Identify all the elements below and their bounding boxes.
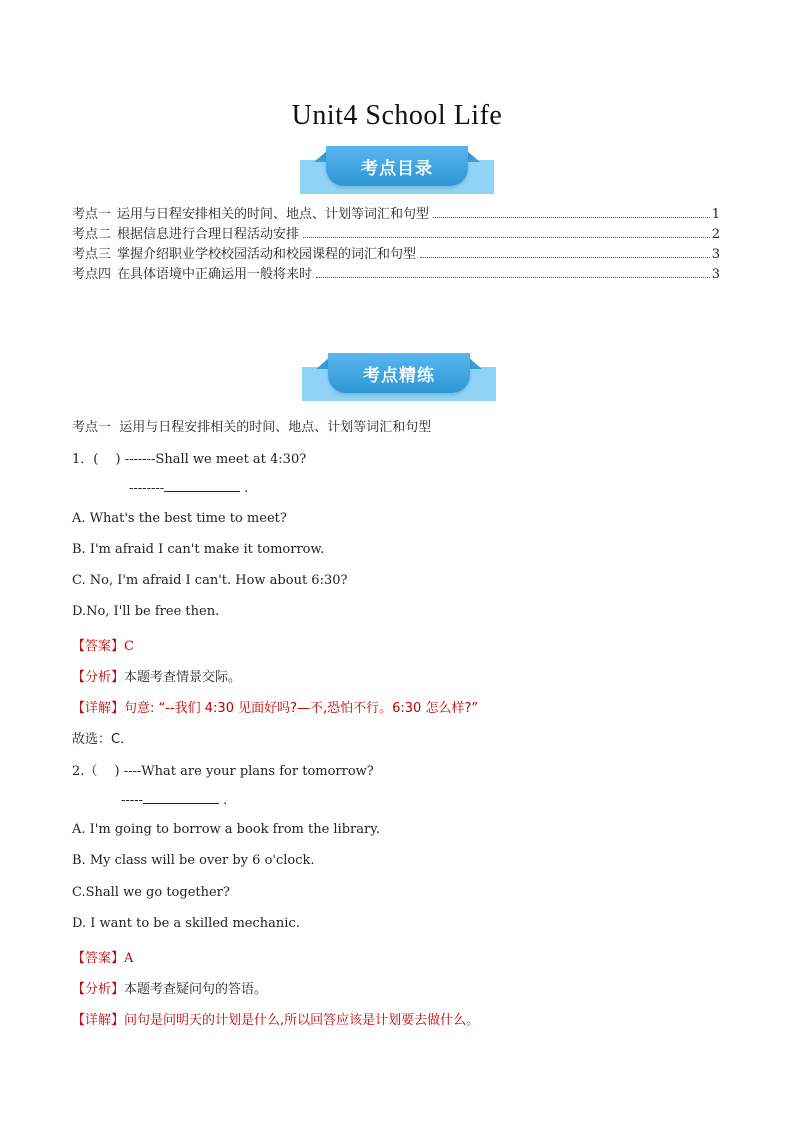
option-b[interactable]: B. I'm afraid I can't make it tomorrow. bbox=[72, 542, 325, 557]
toc-code: 考点二 bbox=[72, 227, 112, 242]
answer-tag: 【答案】 bbox=[72, 951, 125, 966]
section-heading bbox=[72, 416, 431, 435]
analysis-text: 本题考查疑问句的答语。 bbox=[124, 982, 268, 997]
answer-line bbox=[72, 947, 133, 966]
toc-code: 考点一 bbox=[72, 207, 112, 222]
toc-banner bbox=[300, 146, 494, 194]
table-of-contents bbox=[72, 203, 720, 283]
question-1-reply bbox=[129, 479, 248, 496]
toc-entry[interactable] bbox=[72, 263, 720, 283]
option-d[interactable]: D.No, I'll be free then. bbox=[72, 604, 220, 619]
toc-leader bbox=[316, 277, 710, 278]
answer-line bbox=[72, 635, 134, 654]
toc-page: 3 bbox=[711, 267, 720, 282]
question-2-stem: 2.（ ) ----What are your plans for tomorrow? bbox=[72, 764, 374, 779]
toc-text: 掌握介绍职业学校校园活动和校园课程的词汇和句型 bbox=[117, 247, 417, 262]
toc-banner-label: 考点目录 bbox=[326, 146, 468, 186]
toc-text: 在具体语境中正确运用一般将来时 bbox=[117, 267, 313, 282]
detail-text: 问句是问明天的计划是什么,所以回答应该是计划要去做什么。 bbox=[124, 1013, 480, 1028]
option-d[interactable]: D. I want to be a skilled mechanic. bbox=[72, 916, 300, 931]
focus-banner-label: 考点精练 bbox=[328, 353, 470, 393]
toc-leader bbox=[433, 217, 710, 218]
detail-text: 句意: “--我们 4:30 见面好吗?—不,恐怕不行。6:30 怎么样?” bbox=[124, 701, 479, 716]
toc-page: 1 bbox=[711, 207, 720, 222]
analysis-line bbox=[72, 978, 267, 997]
question-2-reply bbox=[121, 791, 227, 808]
toc-entry[interactable] bbox=[72, 223, 720, 243]
reply-suffix: . bbox=[223, 793, 228, 808]
reply-prefix: -------- bbox=[129, 481, 165, 496]
detail-tag: 【详解】 bbox=[72, 1013, 125, 1028]
toc-text: 运用与日程安排相关的时间、地点、计划等词汇和句型 bbox=[117, 207, 430, 222]
section-text: 运用与日程安排相关的时间、地点、计划等词汇和句型 bbox=[119, 420, 432, 435]
analysis-tag: 【分析】 bbox=[72, 982, 125, 997]
analysis-text: 本题考查情景交际。 bbox=[124, 670, 242, 685]
option-a[interactable]: A. I'm going to borrow a book from the library. bbox=[72, 822, 380, 837]
toc-code: 考点四 bbox=[72, 267, 112, 282]
option-c[interactable]: C. No, I'm afraid I can't. How about 6:30? bbox=[72, 573, 348, 588]
answer-tag: 【答案】 bbox=[72, 639, 125, 654]
focus-banner bbox=[302, 353, 496, 401]
toc-page: 3 bbox=[711, 247, 720, 262]
analysis-tag: 【分析】 bbox=[72, 670, 125, 685]
option-a[interactable]: A. What's the best time to meet? bbox=[72, 511, 287, 526]
detail-line bbox=[72, 697, 478, 716]
choice-line: 故选：C． bbox=[72, 732, 134, 747]
section-code: 考点一 bbox=[72, 420, 112, 435]
answer-blank[interactable] bbox=[164, 479, 240, 492]
answer-value: A bbox=[124, 951, 134, 966]
reply-prefix: ----- bbox=[121, 793, 143, 808]
detail-tag: 【详解】 bbox=[72, 701, 125, 716]
toc-leader bbox=[303, 237, 710, 238]
answer-value: C bbox=[124, 639, 134, 654]
reply-suffix: . bbox=[244, 481, 249, 496]
detail-line bbox=[72, 1009, 479, 1028]
document-title: Unit4 School Life bbox=[291, 100, 503, 131]
question-1-stem: 1．( ) -------Shall we meet at 4:30? bbox=[72, 452, 307, 467]
option-b[interactable]: B. My class will be over by 6 o'clock. bbox=[72, 853, 315, 868]
toc-leader bbox=[420, 257, 710, 258]
toc-entry[interactable] bbox=[72, 243, 720, 263]
toc-page: 2 bbox=[711, 227, 720, 242]
toc-code: 考点三 bbox=[72, 247, 112, 262]
analysis-line bbox=[72, 666, 241, 685]
toc-text: 根据信息进行合理日程活动安排 bbox=[117, 227, 300, 242]
toc-entry[interactable] bbox=[72, 203, 720, 223]
answer-blank[interactable] bbox=[143, 791, 219, 804]
option-c[interactable]: C.Shall we go together? bbox=[72, 885, 230, 900]
